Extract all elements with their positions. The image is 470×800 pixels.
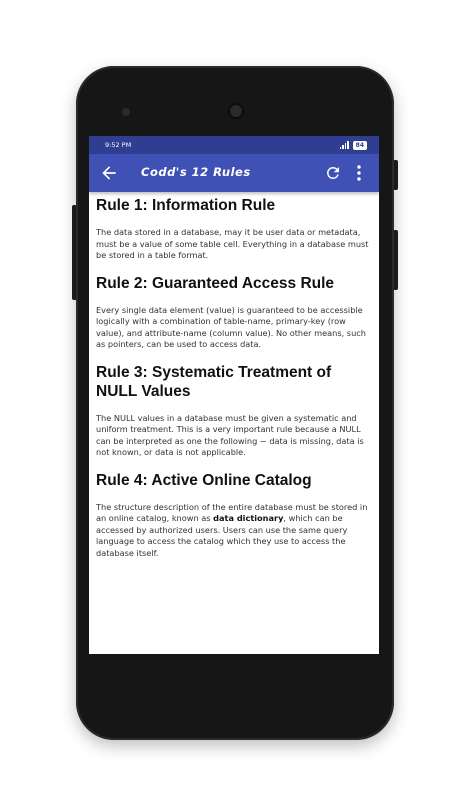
rule-text: Every single data element (value) is guaranteed to be accessible logically with a combination of table-name, primary-key (row value), and attribute-name (column value). No other means, such as pointers, can be used to access data.	[96, 304, 366, 349]
rule-text: The NULL values in a database must be given a systematic and uniform treatment. This is a very important rule because a NULL can be interpreted as one the following − data is missing, data is not known, or data is not applicable.	[96, 412, 364, 457]
rule-section	[96, 196, 372, 262]
rule-text: The data stored in a database, may it be user data or metadata, must be a value of some table cell. Everything in a database must be stored in a table format.	[96, 227, 369, 260]
app-bar	[89, 154, 379, 192]
status-time: 9:52 PM	[105, 141, 132, 149]
rule-section	[96, 274, 372, 351]
phone-screen	[89, 136, 379, 654]
battery-icon: 84	[353, 141, 367, 150]
earpiece-speaker	[228, 103, 244, 119]
rule-title: Rule 4: Active Online Catalog	[96, 471, 312, 489]
front-camera	[122, 108, 130, 116]
rule-title: Rule 2: Guaranteed Access Rule	[96, 274, 335, 292]
rules-content[interactable]	[89, 192, 379, 559]
rule-title: Rule 3: Systematic Treatment of NULL Values	[96, 363, 332, 400]
refresh-icon[interactable]	[324, 164, 342, 182]
status-bar	[89, 136, 379, 154]
rule-section	[96, 363, 372, 459]
data-dictionary-term: data dictionary	[213, 513, 284, 523]
rule-title: Rule 1: Information Rule	[96, 197, 276, 214]
app-title: Codd's 12 Rules	[141, 165, 251, 179]
rule-section	[96, 471, 372, 560]
rule-text: The structure description of the entire database must be stored in an online catalog, known as data dictionary, which can be accessed by authorized users. Users can use the same query language to access the catalog which they use to access the database itself.	[96, 501, 368, 558]
signal-icon	[340, 141, 349, 149]
back-arrow-icon[interactable]	[99, 163, 119, 183]
more-options-icon[interactable]	[355, 164, 363, 182]
